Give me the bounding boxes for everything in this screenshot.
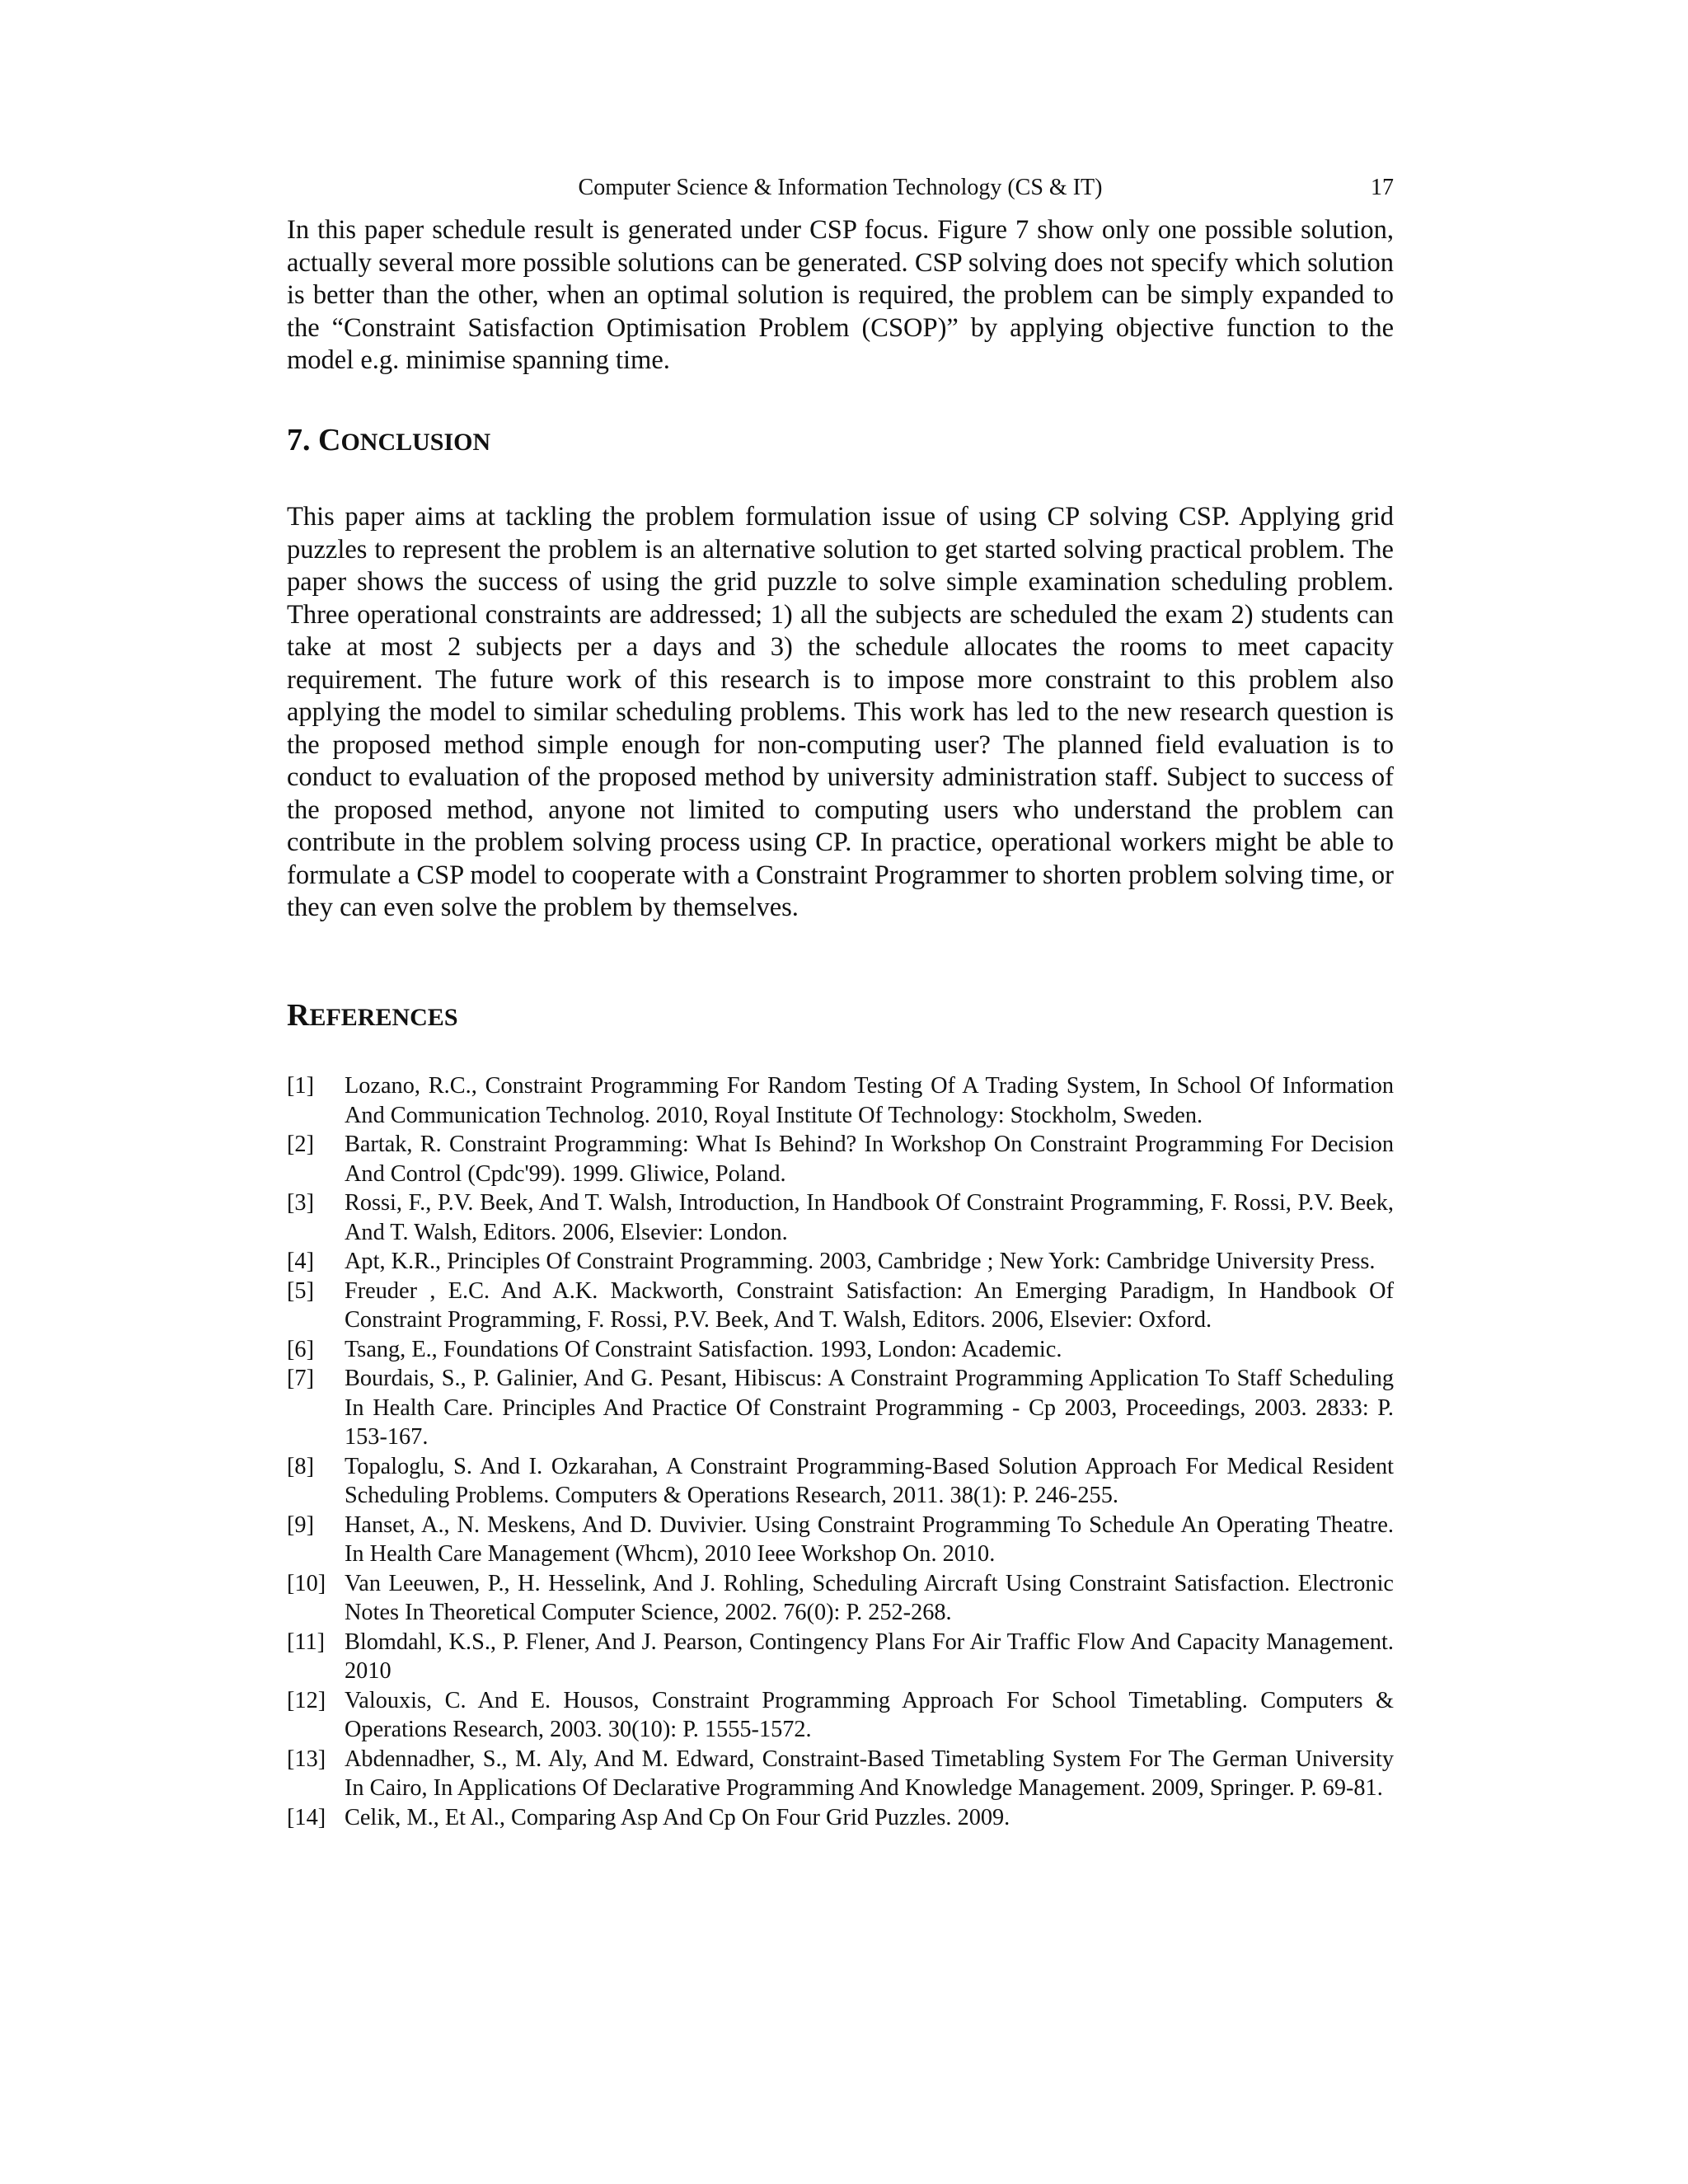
conclusion-title-initial: C [318, 423, 341, 457]
reference-item [287, 1628, 1394, 1686]
references-heading [287, 997, 458, 1036]
reference-text: Bourdais, S., P. Galinier, And G. Pesant, Hibiscus: A Constraint Programming Application To Staff Scheduling In Health Care. Principles And Practice Of Constraint Programming - Cp 2003, Proceedings, 2003. 2833: P. 153-167. [345, 1366, 1394, 1450]
reference-number: [9] [287, 1511, 314, 1538]
reference-item [287, 1071, 1394, 1130]
reference-list [287, 1071, 1394, 1832]
reference-item [287, 1452, 1394, 1511]
reference-text: Valouxis, C. And E. Housos, Constraint Programming Approach For School Timetabling. Computers & Operations Research, 2003. 30(10): P. 1555-1572. [345, 1687, 1394, 1742]
reference-number: [10] [287, 1570, 326, 1596]
reference-text: Hanset, A., N. Meskens, And D. Duvivier. Using Constraint Programming To Schedule An Operating Theatre. In Health Care Management (Whcm), 2010 Ieee Workshop On. 2010. [345, 1511, 1394, 1567]
reference-number: [13] [287, 1746, 326, 1772]
conclusion-title-rest: ONCLUSION [340, 429, 491, 456]
reference-number: [7] [287, 1366, 314, 1391]
reference-item [287, 1745, 1394, 1803]
reference-number: [14] [287, 1804, 326, 1830]
reference-item [287, 1364, 1394, 1452]
reference-text: Topaloglu, S. And I. Ozkarahan, A Constraint Programming-Based Solution Approach For Medical Resident Scheduling Problems. Computers & Operations Research, 2011. 38(1): P. 246-255. [345, 1453, 1394, 1508]
conclusion-number: 7. [287, 423, 318, 457]
reference-text: Lozano, R.C., Constraint Programming For Random Testing Of A Trading System, In School Of Information And Communication Technolog. 2010, Royal Institute Of Technology: Stockholm, Sweden. [345, 1073, 1394, 1128]
reference-text: Bartak, R. Constraint Programming: What Is Behind? In Workshop On Constraint Programming For Decision And Control (Cpdc'99). 1999. Gliwice, Poland. [345, 1132, 1394, 1187]
reference-text: Rossi, F., P.V. Beek, And T. Walsh, Introduction, In Handbook Of Constraint Programming, F. Rossi, P.V. Beek, And T. Walsh, Editors. 2006, Elsevier: London. [345, 1190, 1394, 1245]
reference-item [287, 1188, 1394, 1247]
reference-text: Van Leeuwen, P., H. Hesselink, And J. Rohling, Scheduling Aircraft Using Constraint Satisfaction. Electronic Notes In Theoretical Computer Science, 2002. 76(0): P. 252-268. [345, 1570, 1394, 1625]
reference-number: [12] [287, 1687, 326, 1713]
reference-item [287, 1247, 1394, 1277]
references-title-initial: R [287, 998, 310, 1033]
reference-item [287, 1686, 1394, 1745]
running-header [287, 171, 1394, 204]
reference-item [287, 1130, 1394, 1188]
reference-text: Blomdahl, K.S., P. Flener, And J. Pearson, Contingency Plans For Air Traffic Flow And Capacity Management. 2010 [345, 1629, 1394, 1684]
reference-text: Freuder , E.C. And A.K. Mackworth, Constraint Satisfaction: An Emerging Paradigm, In Handbook Of Constraint Programming, F. Rossi, P.V. Beek, And T. Walsh, Editors. 2006, Elsevier: Oxford. [345, 1277, 1394, 1333]
reference-number: [3] [287, 1190, 314, 1216]
reference-number: [8] [287, 1453, 314, 1479]
reference-text: Abdennadher, S., M. Aly, And M. Edward, Constraint-Based Timetabling System For The German University In Cairo, In Applications Of Declarative Programming And Knowledge Management. 2009, Springer. P. 69-81. [345, 1746, 1394, 1801]
journal-title: Computer Science & Information Technology (CS & IT) [578, 175, 1103, 200]
conclusion-paragraph: This paper aims at tackling the problem formulation issue of using CP solving CSP. Applying grid puzzles to represent the problem is an alternative solution to get started solving practical problem. The paper shows the success of using the grid puzzle to solve simple examination scheduling problem. Three operational constraints are addressed; 1) all the subjects are scheduled the exam 2) students can take at most 2 subjects per a days and 3) the schedule allocates the rooms to meet capacity requirement. The future work of this research is to impose more constraint to this problem also applying the model to similar scheduling problems. This work has led to the new research question is the proposed method simple enough for non-computing user? The planned field evaluation is to conduct to evaluation of the proposed method by university administration staff. Subject to success of the proposed method, anyone not limited to computing users who understand the problem can contribute in the problem solving process using CP. In practice, operational workers might be able to formulate a CSP model to cooperate with a Constraint Programmer to shorten problem solving time, or they can even solve the problem by themselves. [287, 502, 1394, 922]
reference-number: [1] [287, 1073, 314, 1099]
reference-text: Celik, M., Et Al., Comparing Asp And Cp On Four Grid Puzzles. 2009. [345, 1804, 1010, 1830]
reference-item [287, 1511, 1394, 1569]
reference-text: Tsang, E., Foundations Of Constraint Satisfaction. 1993, London: Academic. [345, 1336, 1062, 1362]
reference-number: [5] [287, 1277, 314, 1304]
page-number: 17 [1371, 175, 1394, 200]
references-title-rest: EFERENCES [309, 1004, 458, 1031]
reference-number: [2] [287, 1132, 314, 1157]
reference-item [287, 1335, 1394, 1365]
reference-item [287, 1803, 1394, 1833]
reference-number: [11] [287, 1629, 326, 1655]
reference-text: Apt, K.R., Principles Of Constraint Programming. 2003, Cambridge ; New York: Cambridge University Press. [345, 1249, 1376, 1274]
reference-number: [6] [287, 1336, 314, 1362]
reference-item [287, 1569, 1394, 1628]
conclusion-heading [287, 422, 490, 461]
reference-number: [4] [287, 1249, 314, 1274]
reference-item [287, 1277, 1394, 1335]
intro-paragraph: In this paper schedule result is generated under CSP focus. Figure 7 show only one possible solution, actually several more possible solutions can be generated. CSP solving does not specify which solution is better than the other, when an optimal solution is required, the problem can be simply expanded to the “Constraint Satisfaction Optimisation Problem (CSOP)” by applying objective function to the model e.g. minimise spanning time. [287, 215, 1394, 375]
